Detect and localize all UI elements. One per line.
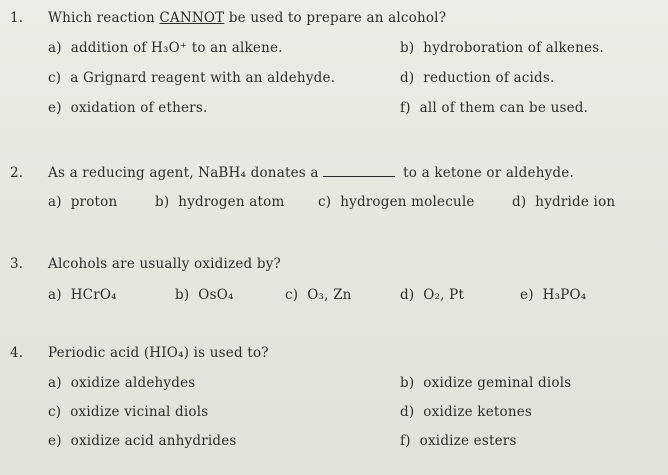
question-4-number: 4. — [10, 345, 24, 361]
option-label: a) — [48, 40, 62, 56]
option-text: all of them can be used. — [419, 100, 589, 116]
option-label: e) — [520, 287, 534, 303]
option-text: H₃PO₄ — [542, 287, 587, 303]
option-label: b) — [155, 194, 170, 210]
option-label: a) — [48, 375, 62, 391]
question-2-stem-suffix: to a ketone or aldehyde. — [403, 165, 574, 181]
option-text: oxidize aldehydes — [70, 375, 196, 391]
question-1-stem-emphasis: CANNOT — [159, 10, 225, 26]
option-text: oxidize ketones — [423, 404, 533, 420]
option-label: d) — [512, 194, 527, 210]
option-text: addition of H₃O⁺ to an alkene. — [70, 40, 283, 56]
option-text: hydrogen atom — [178, 194, 285, 210]
q1-option-f — [400, 100, 588, 116]
option-text: O₂, Pt — [423, 287, 465, 303]
option-text: reduction of acids. — [423, 70, 555, 86]
question-1-stem-prefix: Which reaction — [48, 10, 155, 26]
question-1-number: 1. — [10, 10, 24, 26]
option-label: c) — [48, 404, 62, 420]
q4-option-f — [400, 433, 517, 449]
q4-option-a — [48, 375, 195, 391]
q1-option-b — [400, 40, 604, 56]
q4-option-b — [400, 375, 571, 391]
option-text: proton — [70, 194, 118, 210]
option-label: e) — [48, 433, 62, 449]
q3-option-b — [175, 287, 234, 303]
q2-option-b — [155, 194, 284, 210]
option-text: oxidize vicinal diols — [70, 404, 209, 420]
option-text: a Grignard reagent with an aldehyde. — [70, 70, 336, 86]
option-label: e) — [48, 100, 62, 116]
option-label: c) — [318, 194, 332, 210]
q1-option-a — [48, 40, 283, 56]
q2-option-a — [48, 194, 117, 210]
question-3-stem: Alcohols are usually oxidized by? — [48, 256, 281, 272]
option-label: b) — [400, 375, 415, 391]
q4-option-c — [48, 404, 208, 420]
option-text: hydroboration of alkenes. — [423, 40, 604, 56]
option-label: f) — [400, 100, 411, 116]
q2-option-c — [318, 194, 475, 210]
question-2-number: 2. — [10, 165, 24, 181]
option-label: b) — [400, 40, 415, 56]
option-label: b) — [175, 287, 190, 303]
option-label: d) — [400, 287, 415, 303]
q3-option-e — [520, 287, 586, 303]
option-text: oxidize esters — [419, 433, 517, 449]
option-text: HCrO₄ — [70, 287, 117, 303]
option-label: d) — [400, 70, 415, 86]
question-1-stem — [48, 10, 446, 26]
option-text: oxidize acid anhydrides — [70, 433, 237, 449]
option-text: oxidize geminal diols — [423, 375, 572, 391]
option-label: f) — [400, 433, 411, 449]
question-2-stem-prefix: As a reducing agent, NaBH₄ donates a — [48, 165, 319, 181]
question-4-stem: Periodic acid (HIO₄) is used to? — [48, 345, 269, 361]
option-label: d) — [400, 404, 415, 420]
option-label: a) — [48, 287, 62, 303]
option-text: OsO₄ — [198, 287, 234, 303]
q4-option-e — [48, 433, 237, 449]
answer-blank — [323, 166, 395, 177]
option-text: hydride ion — [535, 194, 616, 210]
question-2-stem — [48, 165, 574, 181]
q1-option-d — [400, 70, 555, 86]
q1-option-e — [48, 100, 207, 116]
option-label: a) — [48, 194, 62, 210]
option-text: oxidation of ethers. — [70, 100, 208, 116]
question-3-number: 3. — [10, 256, 24, 272]
option-text: hydrogen molecule — [340, 194, 475, 210]
q3-option-d — [400, 287, 464, 303]
q4-option-d — [400, 404, 532, 420]
option-label: c) — [285, 287, 299, 303]
question-1-stem-suffix: be used to prepare an alcohol? — [228, 10, 447, 26]
q3-option-a — [48, 287, 117, 303]
q3-option-c — [285, 287, 352, 303]
q2-option-d — [512, 194, 615, 210]
option-label: c) — [48, 70, 62, 86]
option-text: O₃, Zn — [307, 287, 352, 303]
q1-option-c — [48, 70, 335, 86]
